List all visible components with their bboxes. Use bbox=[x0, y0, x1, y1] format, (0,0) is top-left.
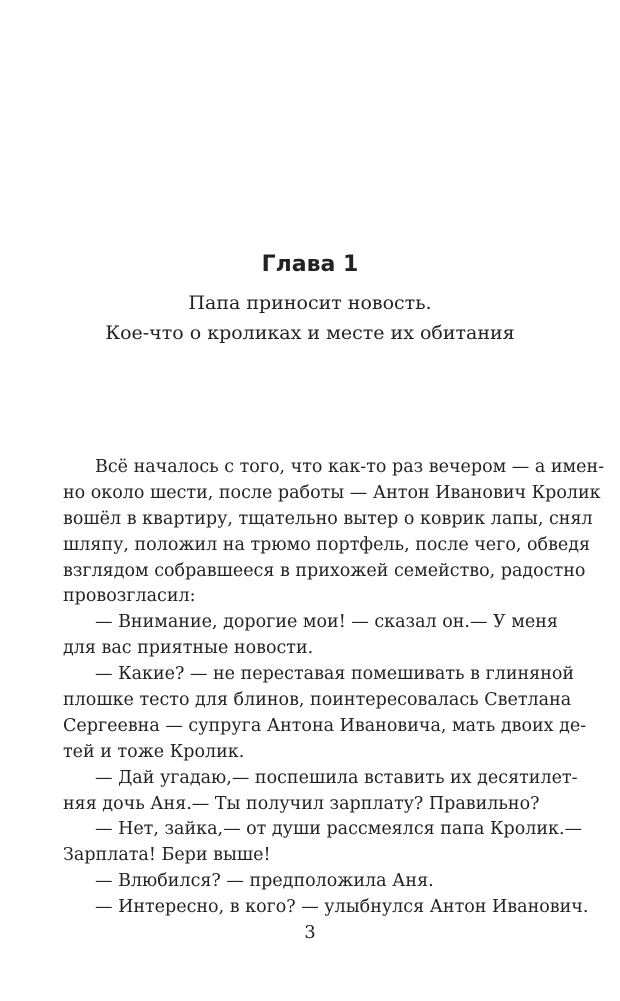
text-line: провозгласил: bbox=[63, 586, 196, 607]
text-line: для вас приятные новости. bbox=[63, 638, 314, 659]
text-line: шляпу, положил на трюмо портфель, после чего, обведя bbox=[63, 534, 591, 555]
text-line: — Интересно, в кого? — улыбнулся Антон Иванович. bbox=[95, 897, 589, 918]
body-text bbox=[63, 455, 605, 921]
chapter-subtitle-line: Кое-что о кроликах и месте их обитания bbox=[105, 322, 515, 344]
text-line: вошёл в квартиру, тщательно вытер о коврик лапы, снял bbox=[63, 508, 593, 529]
text-line: няя дочь Аня.— Ты получил зарплату? Правильно? bbox=[63, 793, 540, 814]
text-line: Всё началось с того, что как-то раз вечером — а имен- bbox=[95, 457, 605, 477]
text-line: Зарплата! Бери выше! bbox=[63, 845, 271, 866]
text-line: плошке тесто для блинов, поинтересовалась Светлана bbox=[63, 690, 572, 711]
text-line: — Какие? — не переставая помешивать в глиняной bbox=[95, 664, 575, 685]
text-line: взглядом собравшееся в прихожей семейство, радостно bbox=[63, 560, 586, 581]
text-line: — Внимание, дорогие мои! — сказал он.— У меня bbox=[95, 612, 558, 633]
text-line: — Нет, зайка,— от души рассмеялся папа Кролик.— bbox=[95, 819, 583, 840]
text-line: — Влюбился? — предположила Аня. bbox=[95, 871, 434, 892]
text-line: — Дай угадаю,— поспешила вставить их десятилет- bbox=[95, 767, 578, 788]
text-line: тей и тоже Кролик. bbox=[63, 741, 245, 762]
page-number: 3 bbox=[304, 922, 316, 943]
text-line: Сергеевна — супруга Антона Ивановича, мать двоих де- bbox=[63, 715, 587, 736]
text-line: но около шести, после работы — Антон Иванович Кролик bbox=[63, 482, 601, 503]
chapter-title: Глава 1 bbox=[261, 252, 359, 277]
chapter-subtitle-line: Папа приносит новость. bbox=[188, 292, 432, 314]
